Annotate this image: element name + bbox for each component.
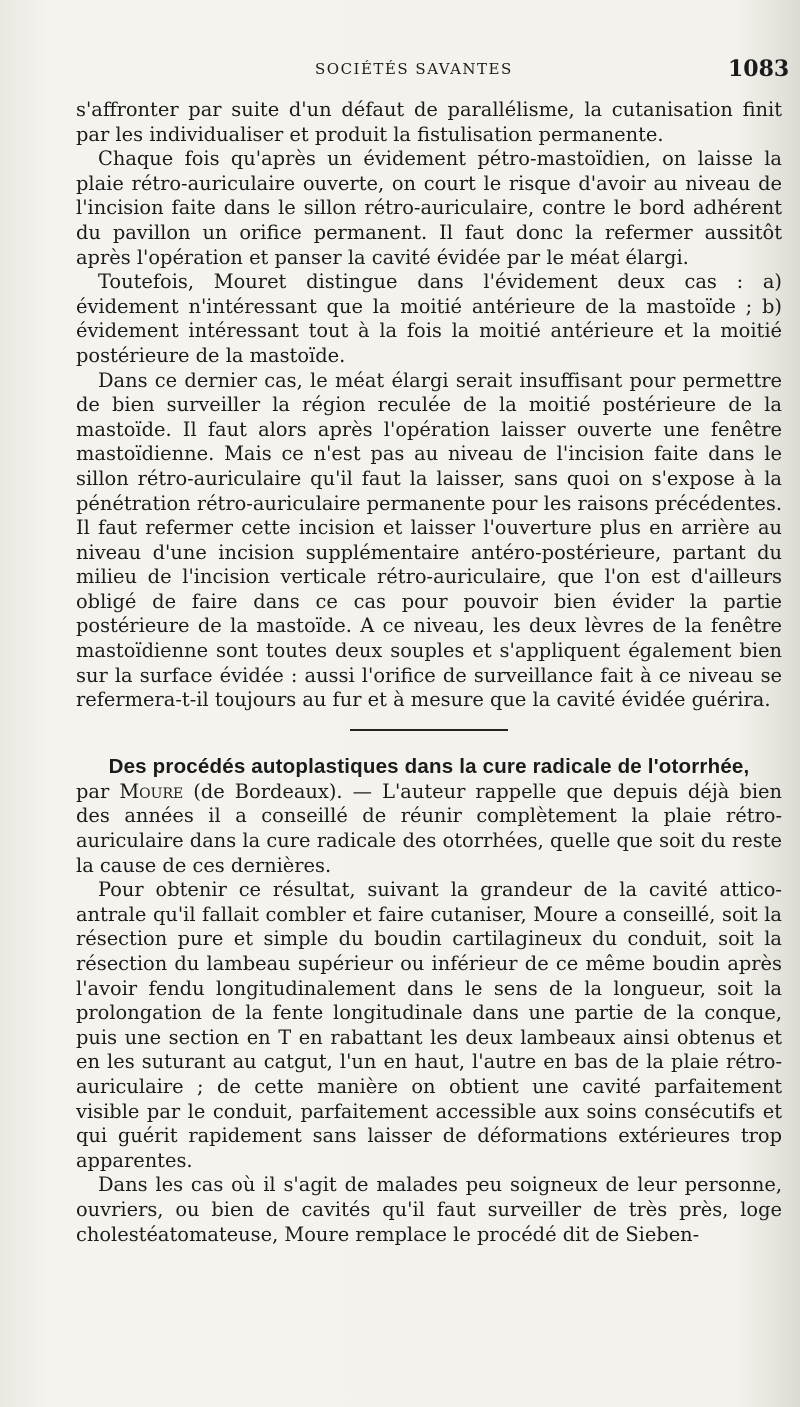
running-head: SOCIÉTÉS SAVANTES xyxy=(315,60,513,78)
byline-prefix: par xyxy=(76,779,110,803)
page-number: 1083 xyxy=(728,56,790,82)
paragraph: Dans les cas où il s'agit de malades peu soigneux de leur personne, ouvriers, ou bien de cavités qu'il faut surveiller de très près, loge cholestéatomateuse, Moure remplace le procédé dit de Sieben- xyxy=(76,1173,782,1246)
author-name: Moure xyxy=(119,779,184,803)
section-divider xyxy=(350,729,508,731)
page-body xyxy=(76,98,782,1247)
article-title: Des procédés autoplastiques dans la cure radicale de l'otorrhée, xyxy=(108,754,750,778)
byline-text: (de Bordeaux). — L'auteur rappelle que depuis déjà bien des années il a conseillé de réunir complètement la plaie rétro-auriculaire dans la cure radicale des otorrhées, quelle que soit du reste la cause de ces dernières. xyxy=(76,779,782,877)
paragraph: Toutefois, Mouret distingue dans l'évidement deux cas : a) évidement n'intéressant que la moitié antérieure de la mastoïde ; b) évidement intéressant tout à la fois la moitié antérieure et la moitié postérieure de la mastoïde. xyxy=(76,270,782,367)
paragraph: Chaque fois qu'après un évidement pétro-mastoïdien, on laisse la plaie rétro-auriculaire ouverte, on court le risque d'avoir au niveau de l'incision faite dans le sillon rétro-auriculaire, contre le bord adhérent du pavillon un orifice permanent. Il faut donc la refermer aussitôt après l'opération et panser la cavité évidée par le méat élargi. xyxy=(76,147,782,269)
paragraph-continuation: s'affronter par suite d'un défaut de parallélisme, la cutanisation finit par les individualiser et produit la fistulisation permanente. xyxy=(76,98,782,146)
page-header xyxy=(0,58,800,88)
byline-paragraph xyxy=(76,780,782,878)
paragraph: Dans ce dernier cas, le méat élargi serait insuffisant pour permettre de bien surveiller la région reculée de la moitié postérieure de la mastoïde. Il faut alors après l'opération laisser ouverte une fenêtre mastoïdienne. Mais ce n'est pas au niveau de l'incision faite dans le sillon rétro-auriculaire qu'il faut la laisser, sans quoi on s'expose à la pénétration rétro-auriculaire permanente pour les raisons précédentes. Il faut refermer cette incision et laisser l'ouverture plus en arrière au niveau d'une incision supplémentaire antéro-postérieure, partant du milieu de l'incision verticale rétro-auriculaire, que l'on est d'ailleurs obligé de faire dans ce cas pour pouvoir bien évider la partie postérieure de la mastoïde. A ce niveau, les deux lèvres de la fenêtre mastoïdienne sont toutes deux souples et s'appliquent également bien sur la surface évidée : aussi l'orifice de surveillance fait à ce niveau se refermera-t-il toujours au fur et à mesure que la cavité évidée guérira. xyxy=(76,368,782,712)
paragraph: Pour obtenir ce résultat, suivant la grandeur de la cavité attico-antrale qu'il fallait combler et faire cutaniser, Moure a conseillé, soit la résection pure et simple du boudin cartilagineux du conduit, soit la résection du lambeau supérieur ou inférieur de ce même boudin après l'avoir fendu longitudinalement dans le sens de la longueur, soit la prolongation de la fente longitudinale dans une partie de la conque, puis une section en T en rabattant les deux lambeaux ainsi obtenus et en les suturant au catgut, l'un en haut, l'autre en bas de la plaie rétro-auriculaire ; de cette manière on obtient une cavité parfaitement visible par le conduit, parfaitement accessible aux soins consécutifs et qui guérit rapidement sans laisser de déformations extérieures trop apparentes. xyxy=(76,878,782,1172)
